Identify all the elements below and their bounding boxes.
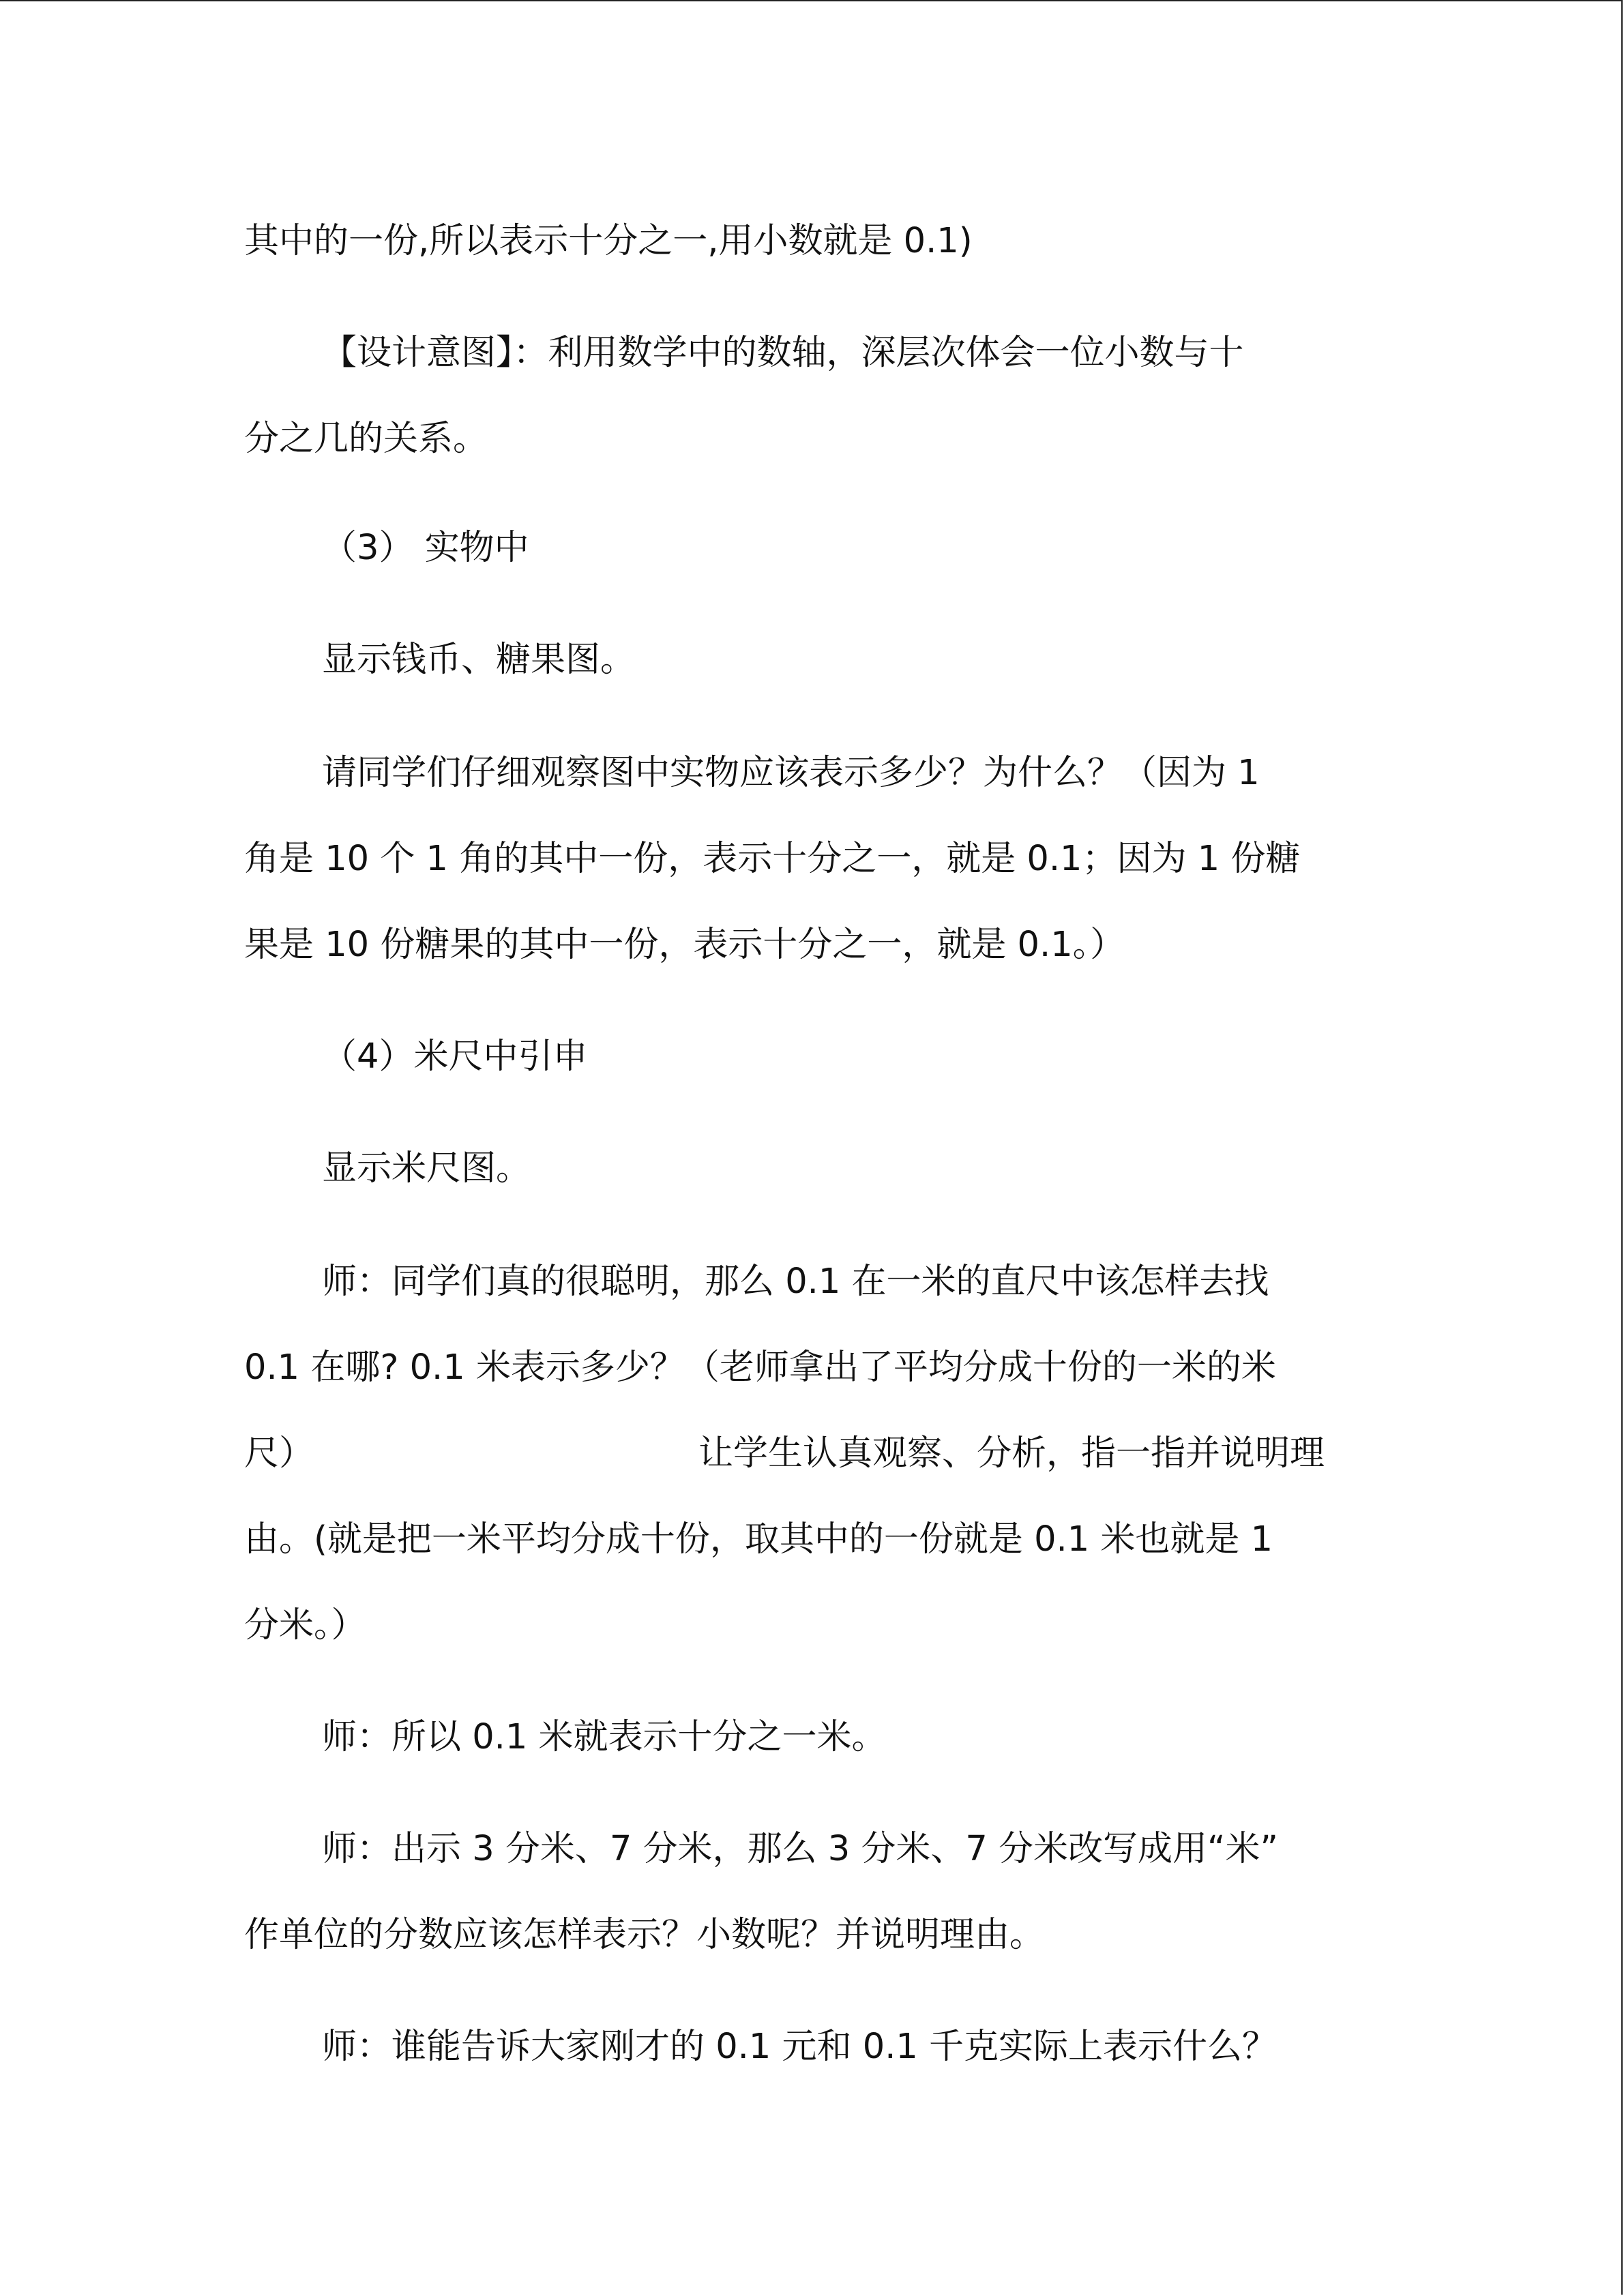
text-line: 显示钱币、糖果图。	[322, 640, 636, 680]
teacher-line: 师：同学们真的很聪明，那么 0.1 在一米的直尺中该怎样去找	[322, 1262, 1269, 1302]
text-line: 分之几的关系。	[244, 419, 488, 459]
design-intent-line: 【设计意图】：利用数学中的数轴，深层次体会一位小数与十	[322, 333, 1244, 373]
question-line: 请同学们仔细观察图中实物应该表示多少？为什么？（因为 1	[322, 753, 1260, 793]
text-line	[244, 1432, 1325, 1476]
text-line: 显示米尺图。	[322, 1148, 531, 1189]
text-fragment: 让学生认真观察、分析，指一指并说明理	[698, 1433, 1325, 1474]
text-line: 角是 10 个 1 角的其中一份，表示十分之一，就是 0.1；因为 1 份糖	[244, 839, 1301, 879]
text-line: 由。(就是把一米平均分成十份，取其中的一份就是 0.1 米也就是 1	[244, 1519, 1273, 1560]
text-fragment: 尺）	[244, 1433, 314, 1474]
teacher-line: 师：谁能告诉大家刚才的 0.1 元和 0.1 千克实际上表示什么？	[322, 2027, 1278, 2067]
section-heading-3: （3） 实物中	[322, 528, 529, 568]
text-line: 分米。）	[244, 1605, 366, 1645]
section-heading-4: （4）米尺中引申	[322, 1037, 588, 1077]
teacher-line: 师：所以 0.1 米就表示十分之一米。	[322, 1717, 887, 1757]
teacher-line: 师：出示 3 分米、7 分米，那么 3 分米、7 分米改写成用“米”	[322, 1829, 1278, 1869]
text-line: 作单位的分数应该怎样表示？小数呢？并说明理由。	[244, 1915, 1045, 1955]
text-line: 其中的一份,所以表示十分之一,用小数就是 0.1)	[244, 221, 973, 261]
text-line: 果是 10 份糖果的其中一份，表示十分之一，就是 0.1。）	[244, 925, 1125, 965]
text-line: 0.1 在哪? 0.1 米表示多少？（老师拿出了平均分成十份的一米的米	[244, 1347, 1276, 1388]
